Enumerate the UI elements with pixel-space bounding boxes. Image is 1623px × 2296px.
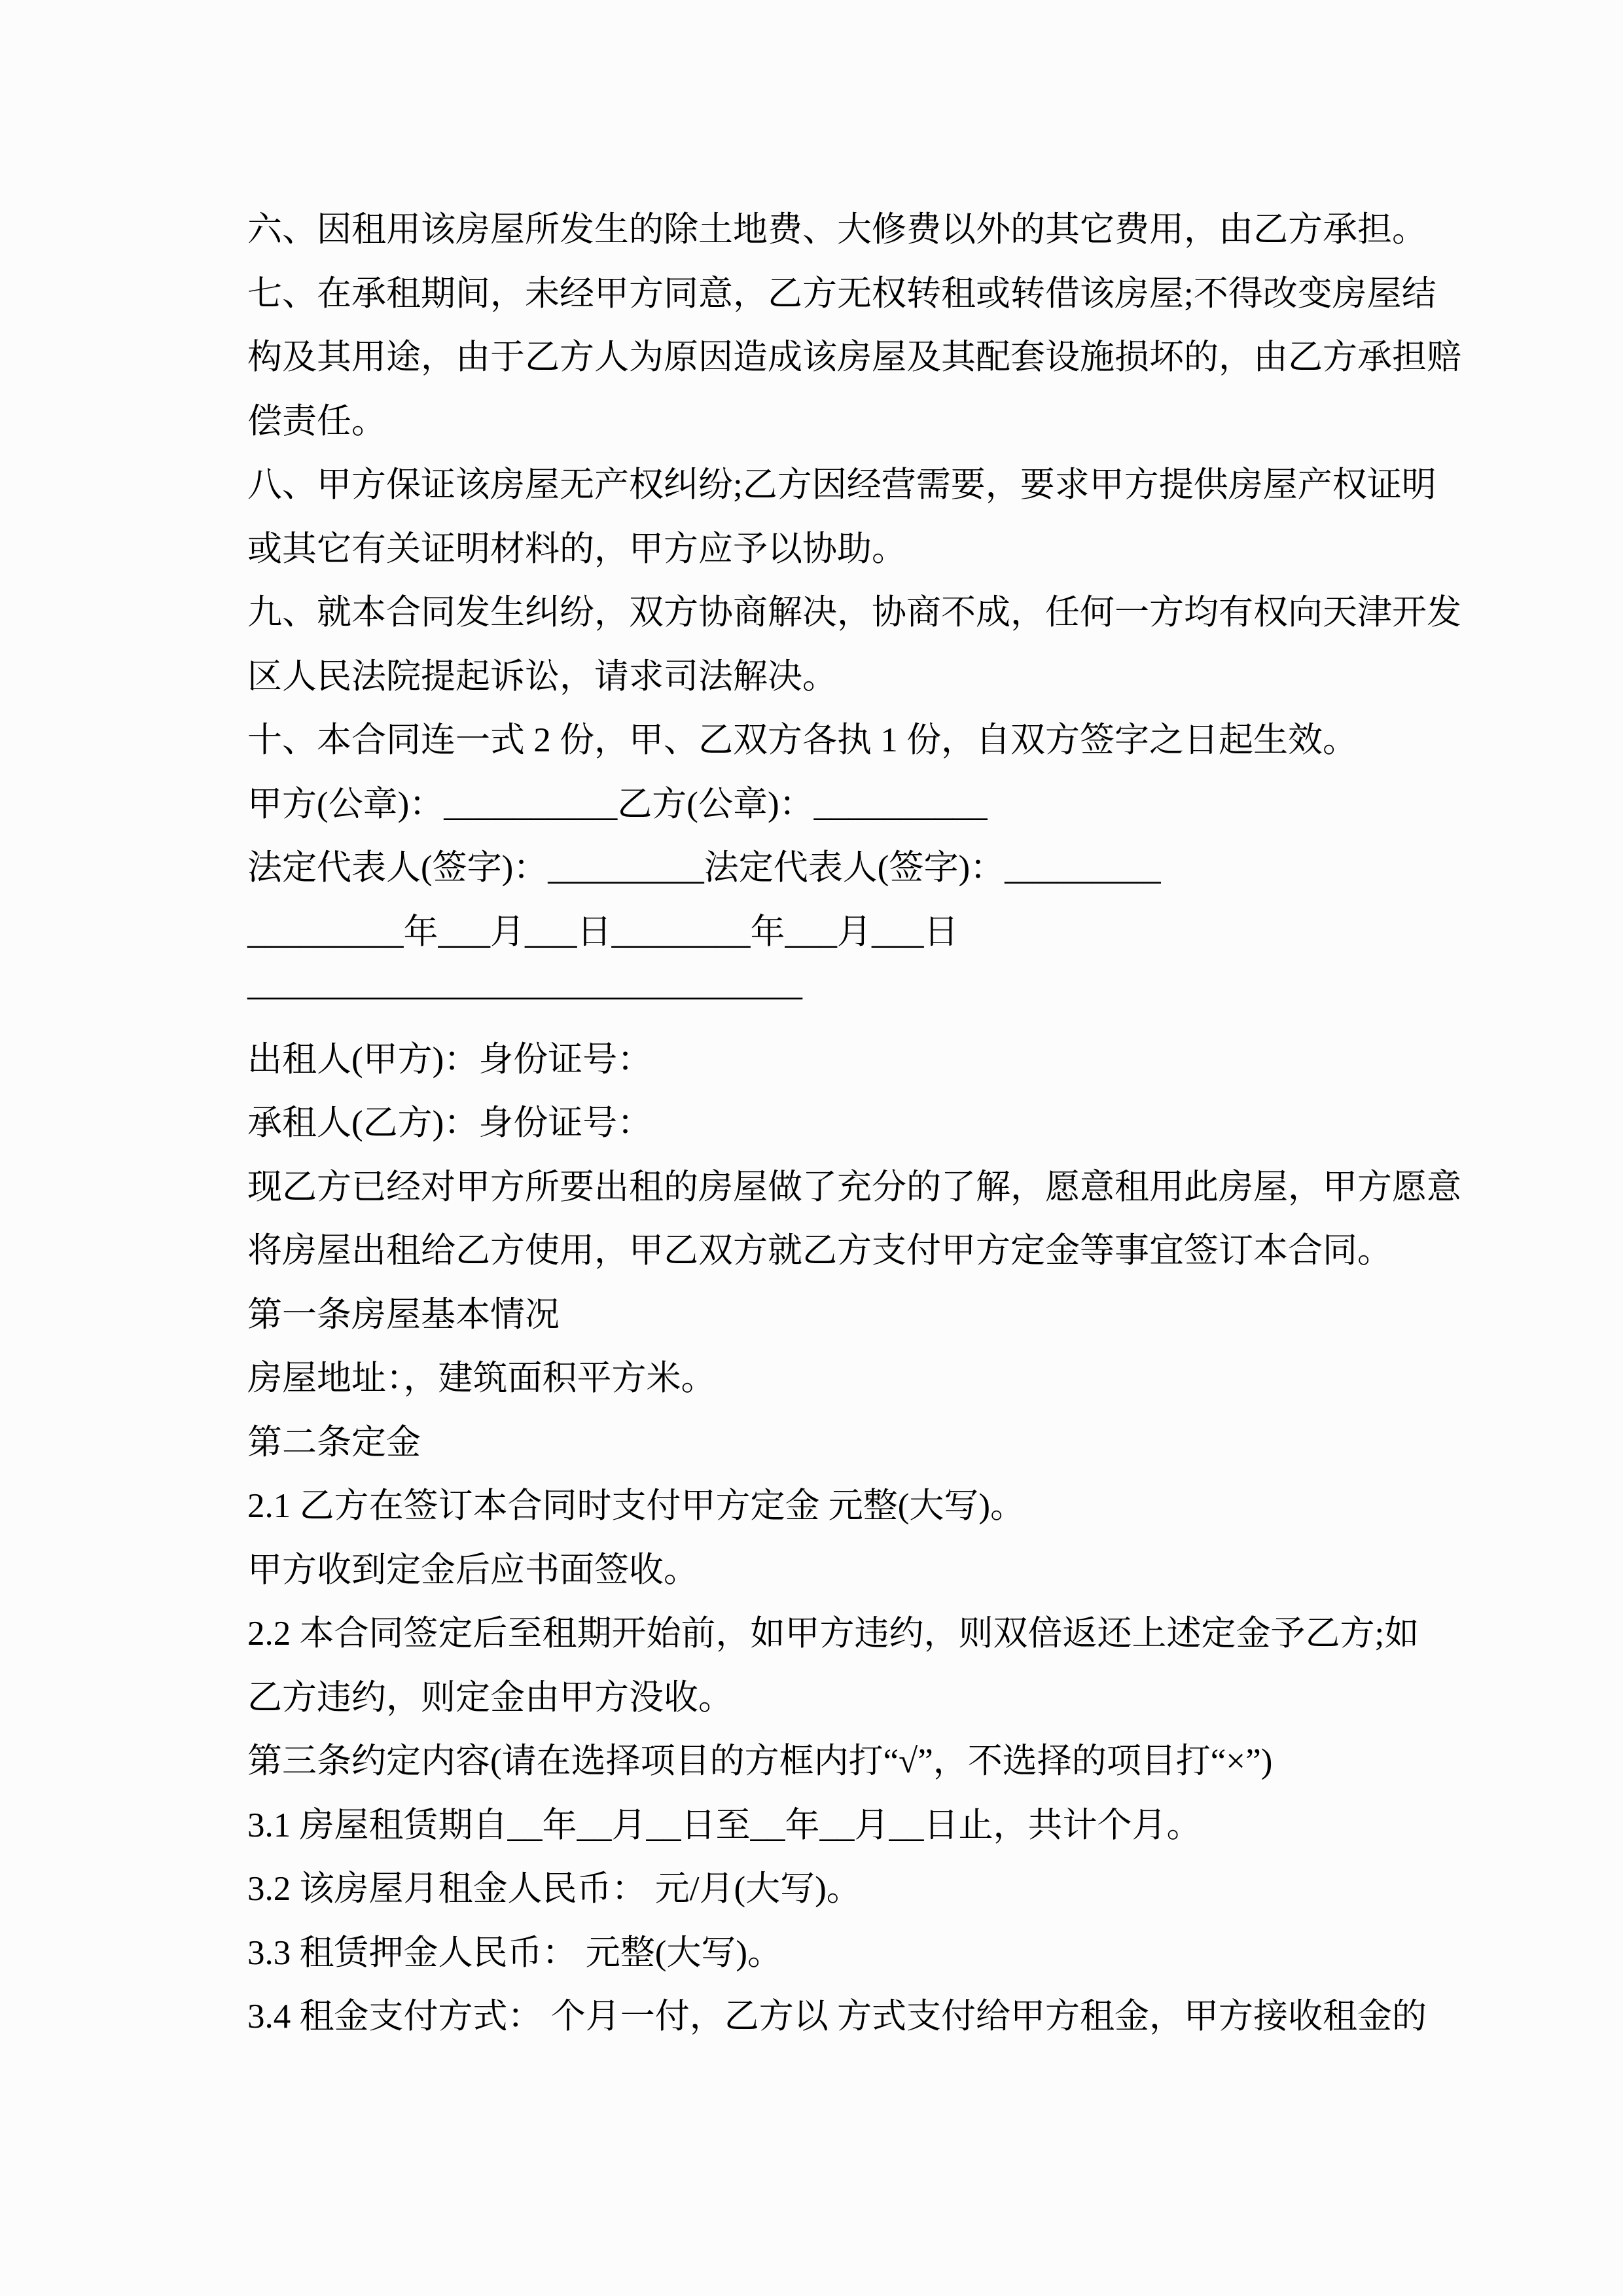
clause-9-line-1: 九、就本合同发生纠纷，双方协商解决，协商不成，任何一方均有权向天津开发 [247, 594, 1461, 632]
clause-9-line-2: 区人民法院提起诉讼，请求司法解决。 [247, 657, 837, 696]
lessor-id-line: 出租人(甲方)：身份证号： [247, 1040, 652, 1079]
clause-2-1: 2.1 乙方在签订本合同时支付甲方定金 元整(大写)。 [247, 1487, 1026, 1525]
clause-10: 十、本合同连一式 2 份，甲、乙双方各执 1 份，自双方签字之日起生效。 [247, 721, 1357, 759]
clause-2-2-line-2: 乙方违约，则定金由甲方没收。 [247, 1678, 733, 1717]
clause-6: 六、因租用该房屋所发生的除土地费、大修费以外的其它费用，由乙方承担。 [247, 211, 1427, 249]
clause-7-line-2: 构及其用途，由于乙方人为原因造成该房屋及其配套设施损坏的，由乙方承担赔 [247, 338, 1461, 376]
clause-3-4: 3.4 租金支付方式： 个月一付，乙方以 方式支付给甲方租金，甲方接收租金的 [247, 1998, 1427, 2036]
clause-2-2-line-1: 2.2 本合同签定后至租期开始前，如甲方违约，则双倍返还上述定金予乙方;如 [247, 1615, 1419, 1653]
preamble-line-1: 现乙方已经对甲方所要出租的房屋做了充分的了解，愿意租用此房屋，甲方愿意 [247, 1168, 1461, 1206]
deposit-receipt-line: 甲方收到定金后应书面签收。 [247, 1551, 698, 1589]
article-1-heading: 第一条房屋基本情况 [247, 1295, 560, 1334]
party-seal-signature-line: 甲方(公章)：__________乙方(公章)：__________ [247, 785, 988, 823]
clause-7-line-3: 偿责任。 [247, 402, 386, 440]
house-address-line: 房屋地址：，建筑面积平方米。 [247, 1359, 716, 1397]
article-3-heading: 第三条约定内容(请在选择项目的方框内打“√”，不选择的项目打“×”) [247, 1742, 1273, 1780]
legal-representative-signature-line: 法定代表人(签字)：_________法定代表人(签字)：_________ [247, 849, 1161, 887]
clause-3-2: 3.2 该房屋月租金人民币： 元/月(大写)。 [247, 1870, 861, 1908]
article-2-heading: 第二条定金 [247, 1423, 421, 1462]
date-blank-line: _________年___月___日________年___月___日 [247, 912, 959, 951]
clause-8-line-2: 或其它有关证明材料的，甲方应予以协助。 [247, 529, 906, 568]
clause-3-3: 3.3 租赁押金人民币： 元整(大写)。 [247, 1933, 783, 1972]
clause-7-line-1: 七、在承租期间，未经甲方同意，乙方无权转租或转借该房屋;不得改变房屋结 [247, 274, 1436, 313]
section-divider-dashes: ———————————————— [247, 977, 802, 1014]
preamble-line-2: 将房屋出租给乙方使用，甲乙双方就乙方支付甲方定金等事宜签订本合同。 [247, 1232, 1392, 1270]
lessee-id-line: 承租人(乙方)：身份证号： [247, 1104, 652, 1142]
clause-3-1: 3.1 房屋租赁期自__年__月__日至__年__月__日止，共计个月。 [247, 1806, 1202, 1844]
clause-8-line-1: 八、甲方保证该房屋无产权纠纷;乙方因经营需要，要求甲方提供房屋产权证明 [247, 466, 1436, 504]
contract-text-block [247, 198, 1461, 2049]
